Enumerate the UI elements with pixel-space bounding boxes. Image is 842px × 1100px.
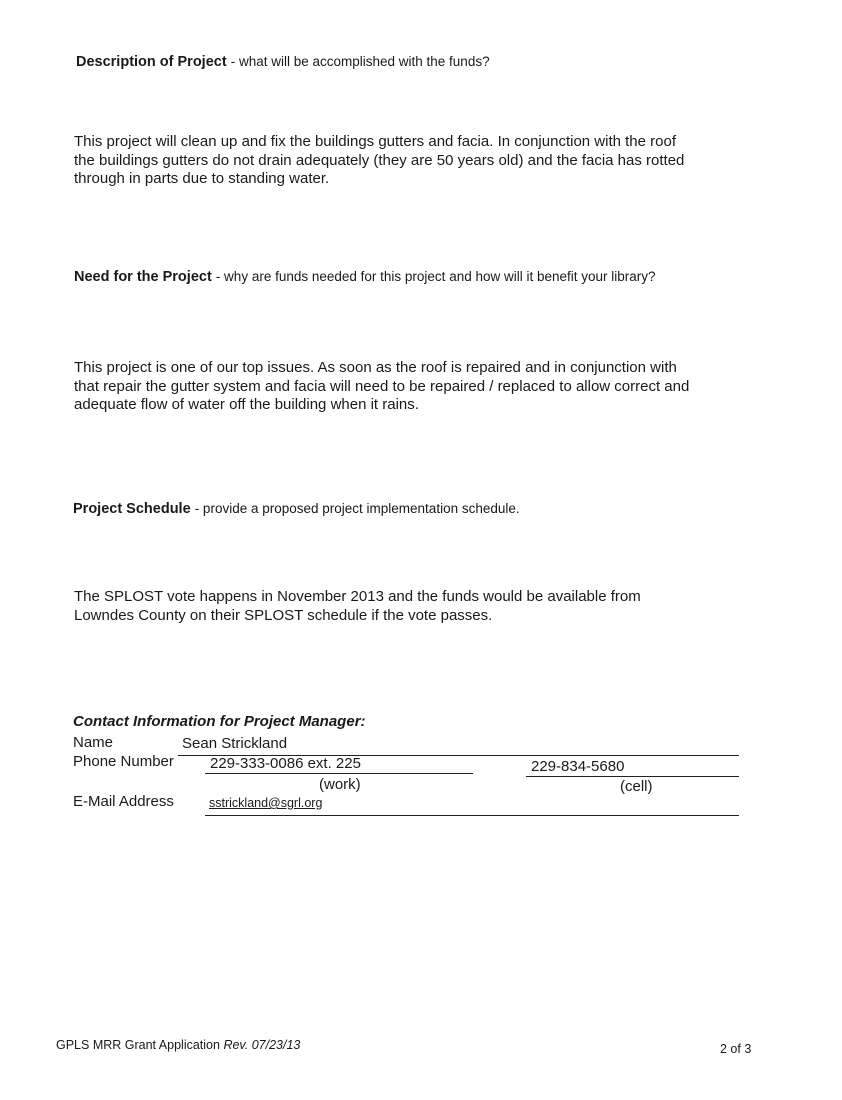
- description-heading: [76, 54, 490, 70]
- need-paragraph: [74, 359, 774, 415]
- phone-label: Phone Number: [73, 753, 174, 770]
- description-paragraph: [74, 133, 774, 189]
- need-heading: [74, 269, 656, 285]
- email-underline: [205, 815, 739, 816]
- paragraph-line: through in parts due to standing water.: [74, 170, 330, 187]
- phone-work-underline: [205, 773, 473, 774]
- paragraph-line: that repair the gutter system and facia will need to be repaired / replaced to allow correct and: [74, 377, 690, 395]
- paragraph-line: adequate flow of water off the building when it rains.: [74, 396, 419, 413]
- paragraph-line: the buildings gutters do not drain adequately (they are 50 years old) and the facia has rotted: [74, 151, 685, 169]
- phone-cell-value: 229-834-5680: [531, 758, 625, 775]
- phone-work-value: 229-333-0086 ext. 225: [210, 755, 361, 772]
- paragraph-line: This project will clean up and fix the buildings gutters and facia. In conjunction with the roof: [74, 133, 677, 150]
- description-title: Description of Project: [76, 54, 227, 70]
- schedule-heading: [73, 501, 520, 517]
- footer-revision: Rev. 07/23/13: [223, 1038, 301, 1052]
- email-label: E-Mail Address: [73, 793, 174, 810]
- schedule-title: Project Schedule: [73, 501, 191, 517]
- phone-work-caption: (work): [319, 776, 361, 793]
- need-subtitle: - why are funds needed for this project and how will it benefit your library?: [215, 269, 656, 284]
- footer-page-number: 2 of 3: [720, 1042, 752, 1056]
- phone-cell-underline: [526, 776, 739, 777]
- need-title: Need for the Project: [74, 269, 212, 285]
- name-value: Sean Strickland: [182, 735, 288, 752]
- email-value: sstrickland@sgrl.org: [209, 796, 323, 810]
- schedule-paragraph: [74, 588, 774, 625]
- contact-title: Contact Information for Project Manager:: [73, 713, 366, 730]
- paragraph-line: Lowndes County on their SPLOST schedule if the vote passes.: [74, 606, 493, 624]
- phone-cell-caption: (cell): [620, 778, 653, 795]
- paragraph-line: The SPLOST vote happens in November 2013 and the funds would be available from: [74, 588, 641, 605]
- paragraph-line: This project is one of our top issues. As soon as the roof is repaired and in conjunction with: [74, 359, 677, 376]
- name-label: Name: [73, 734, 114, 751]
- description-subtitle: - what will be accomplished with the funds?: [230, 54, 490, 69]
- schedule-subtitle: - provide a proposed project implementation schedule.: [194, 501, 520, 516]
- footer-form-title: GPLS MRR Grant Application: [56, 1038, 220, 1052]
- footer-form-name: [56, 1038, 300, 1052]
